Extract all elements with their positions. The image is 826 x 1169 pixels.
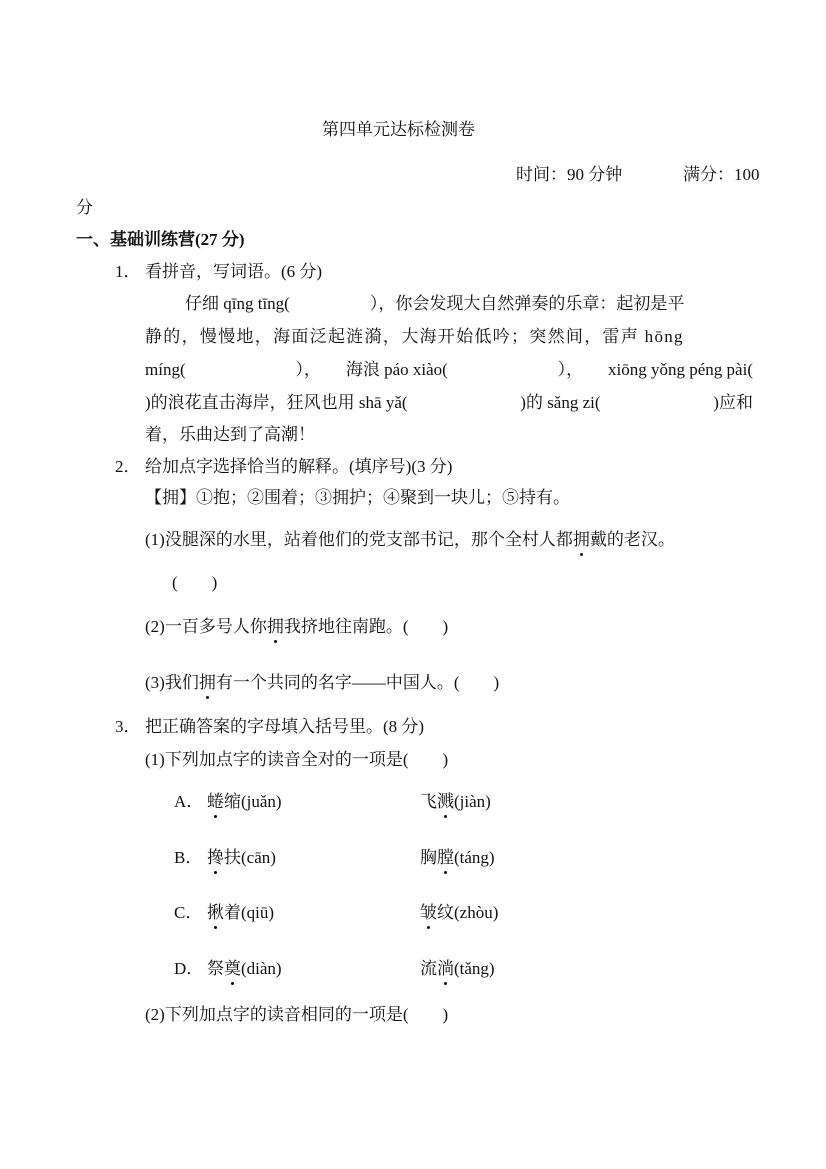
- text: xiōng yǒng péng pài(: [608, 360, 753, 379]
- text: 胸: [420, 848, 437, 867]
- option-word-1: [207, 791, 282, 813]
- q3-number: 3．: [115, 717, 141, 736]
- text: ），你会发现大自然弹奏的乐章：起初是平: [369, 294, 685, 313]
- text: 戴的老汉。: [589, 530, 675, 549]
- option-word-2: [420, 902, 498, 924]
- full-score: 满分：100: [683, 165, 760, 184]
- q1-line: [145, 392, 753, 414]
- text: 我挤地往南跑。( ): [283, 617, 449, 636]
- option-label[interactable]: A．: [174, 792, 204, 811]
- text: (táng): [454, 848, 495, 867]
- q2-sentence-3: [145, 672, 499, 694]
- option-label[interactable]: B．: [174, 848, 203, 867]
- dotted-char: 搀: [207, 848, 224, 867]
- q3-subquestion-2: (2)下列加点字的读音相同的一项是( ): [145, 1005, 449, 1024]
- text: (1)没腿深的水里，站着他们的党支部书记，那个全村人都: [145, 530, 573, 549]
- q1-number: 1．: [115, 262, 141, 281]
- text: (jiàn): [454, 792, 491, 811]
- full-score-unit: 分: [76, 198, 93, 217]
- section-heading: 一、基础训练营(27 分): [76, 230, 245, 249]
- text: 纹(zhòu): [437, 903, 499, 922]
- time-limit: 时间：90 分钟: [516, 165, 623, 184]
- text: )的 sǎng zi(: [520, 393, 601, 412]
- option-label[interactable]: C．: [174, 903, 203, 922]
- option-word-2: [420, 847, 495, 869]
- option-word-1: [207, 902, 274, 924]
- option-label[interactable]: D．: [174, 959, 204, 978]
- answer-blank[interactable]: [473, 359, 533, 381]
- dotted-char: 皱: [420, 903, 437, 922]
- answer-blank[interactable]: [211, 359, 271, 381]
- dotted-char: 拥: [572, 530, 590, 549]
- text: míng(: [145, 360, 186, 379]
- text: (diàn): [241, 959, 282, 978]
- text: 海浪 páo xiào(: [345, 360, 448, 379]
- option-word-2: [420, 791, 491, 813]
- text: 祭: [207, 959, 224, 978]
- q1-line: [145, 326, 753, 348]
- q2-number: 2．: [115, 457, 141, 476]
- dotted-char: 揪: [207, 903, 224, 922]
- dotted-char: 奠: [224, 959, 241, 978]
- dotted-char: 蜷: [207, 792, 224, 811]
- text: ），: [295, 360, 321, 379]
- q3-prompt: 把正确答案的字母填入括号里。(8 分): [145, 717, 425, 736]
- text: (3)我们: [145, 673, 199, 692]
- text: ），: [557, 360, 584, 379]
- answer-blank[interactable]: ( ): [172, 573, 218, 592]
- q1-line: [145, 359, 753, 381]
- text: 仔细 qīng tīng(: [185, 294, 290, 313]
- text: 缩(juǎn): [224, 792, 282, 811]
- dotted-char: 淌: [437, 959, 454, 978]
- option-word-1: [207, 958, 282, 980]
- dotted-char: 膛: [437, 848, 454, 867]
- q1-line: [185, 293, 684, 315]
- text: 着(qiū): [224, 903, 275, 922]
- q2-sentence-2: [145, 616, 448, 638]
- text: 静的，慢慢地，海面泛起涟漪，大海开始低吟；突然间，雷声 hōng: [145, 327, 684, 346]
- dotted-char: 溅: [437, 792, 454, 811]
- answer-blank[interactable]: [444, 392, 484, 414]
- q2-definition: 【拥】①抱；②围着；③拥护；④聚到一块儿；⑤持有。: [145, 488, 570, 507]
- q1-prompt: 看拼音，写词语。(6 分): [145, 262, 323, 281]
- q2-prompt: 给加点字选择恰当的解释。(填序号)(3 分): [145, 457, 453, 476]
- text: (2)一百多号人你: [145, 617, 267, 636]
- text: )应和: [713, 393, 753, 412]
- option-word-1: [207, 847, 276, 869]
- text: 飞: [420, 792, 437, 811]
- q2-sentence-1: [145, 529, 675, 551]
- q1-line: 着，乐曲达到了高潮！: [145, 425, 315, 444]
- text: 有一个共同的名字——中国人。( ): [215, 673, 500, 692]
- dotted-char: 拥: [266, 617, 284, 636]
- text: )的浪花直击海岸，狂风也用 shā yǎ(: [145, 393, 408, 412]
- page-title: 第四单元达标检测卷: [322, 120, 475, 139]
- option-word-2: [420, 958, 495, 980]
- text: (tǎng): [454, 959, 495, 978]
- text: 扶(cān): [224, 848, 276, 867]
- q3-subquestion-1: (1)下列加点字的读音全对的一项是( ): [145, 750, 449, 769]
- answer-blank[interactable]: [637, 392, 677, 414]
- text: 流: [420, 959, 437, 978]
- dotted-char: 拥: [198, 673, 216, 692]
